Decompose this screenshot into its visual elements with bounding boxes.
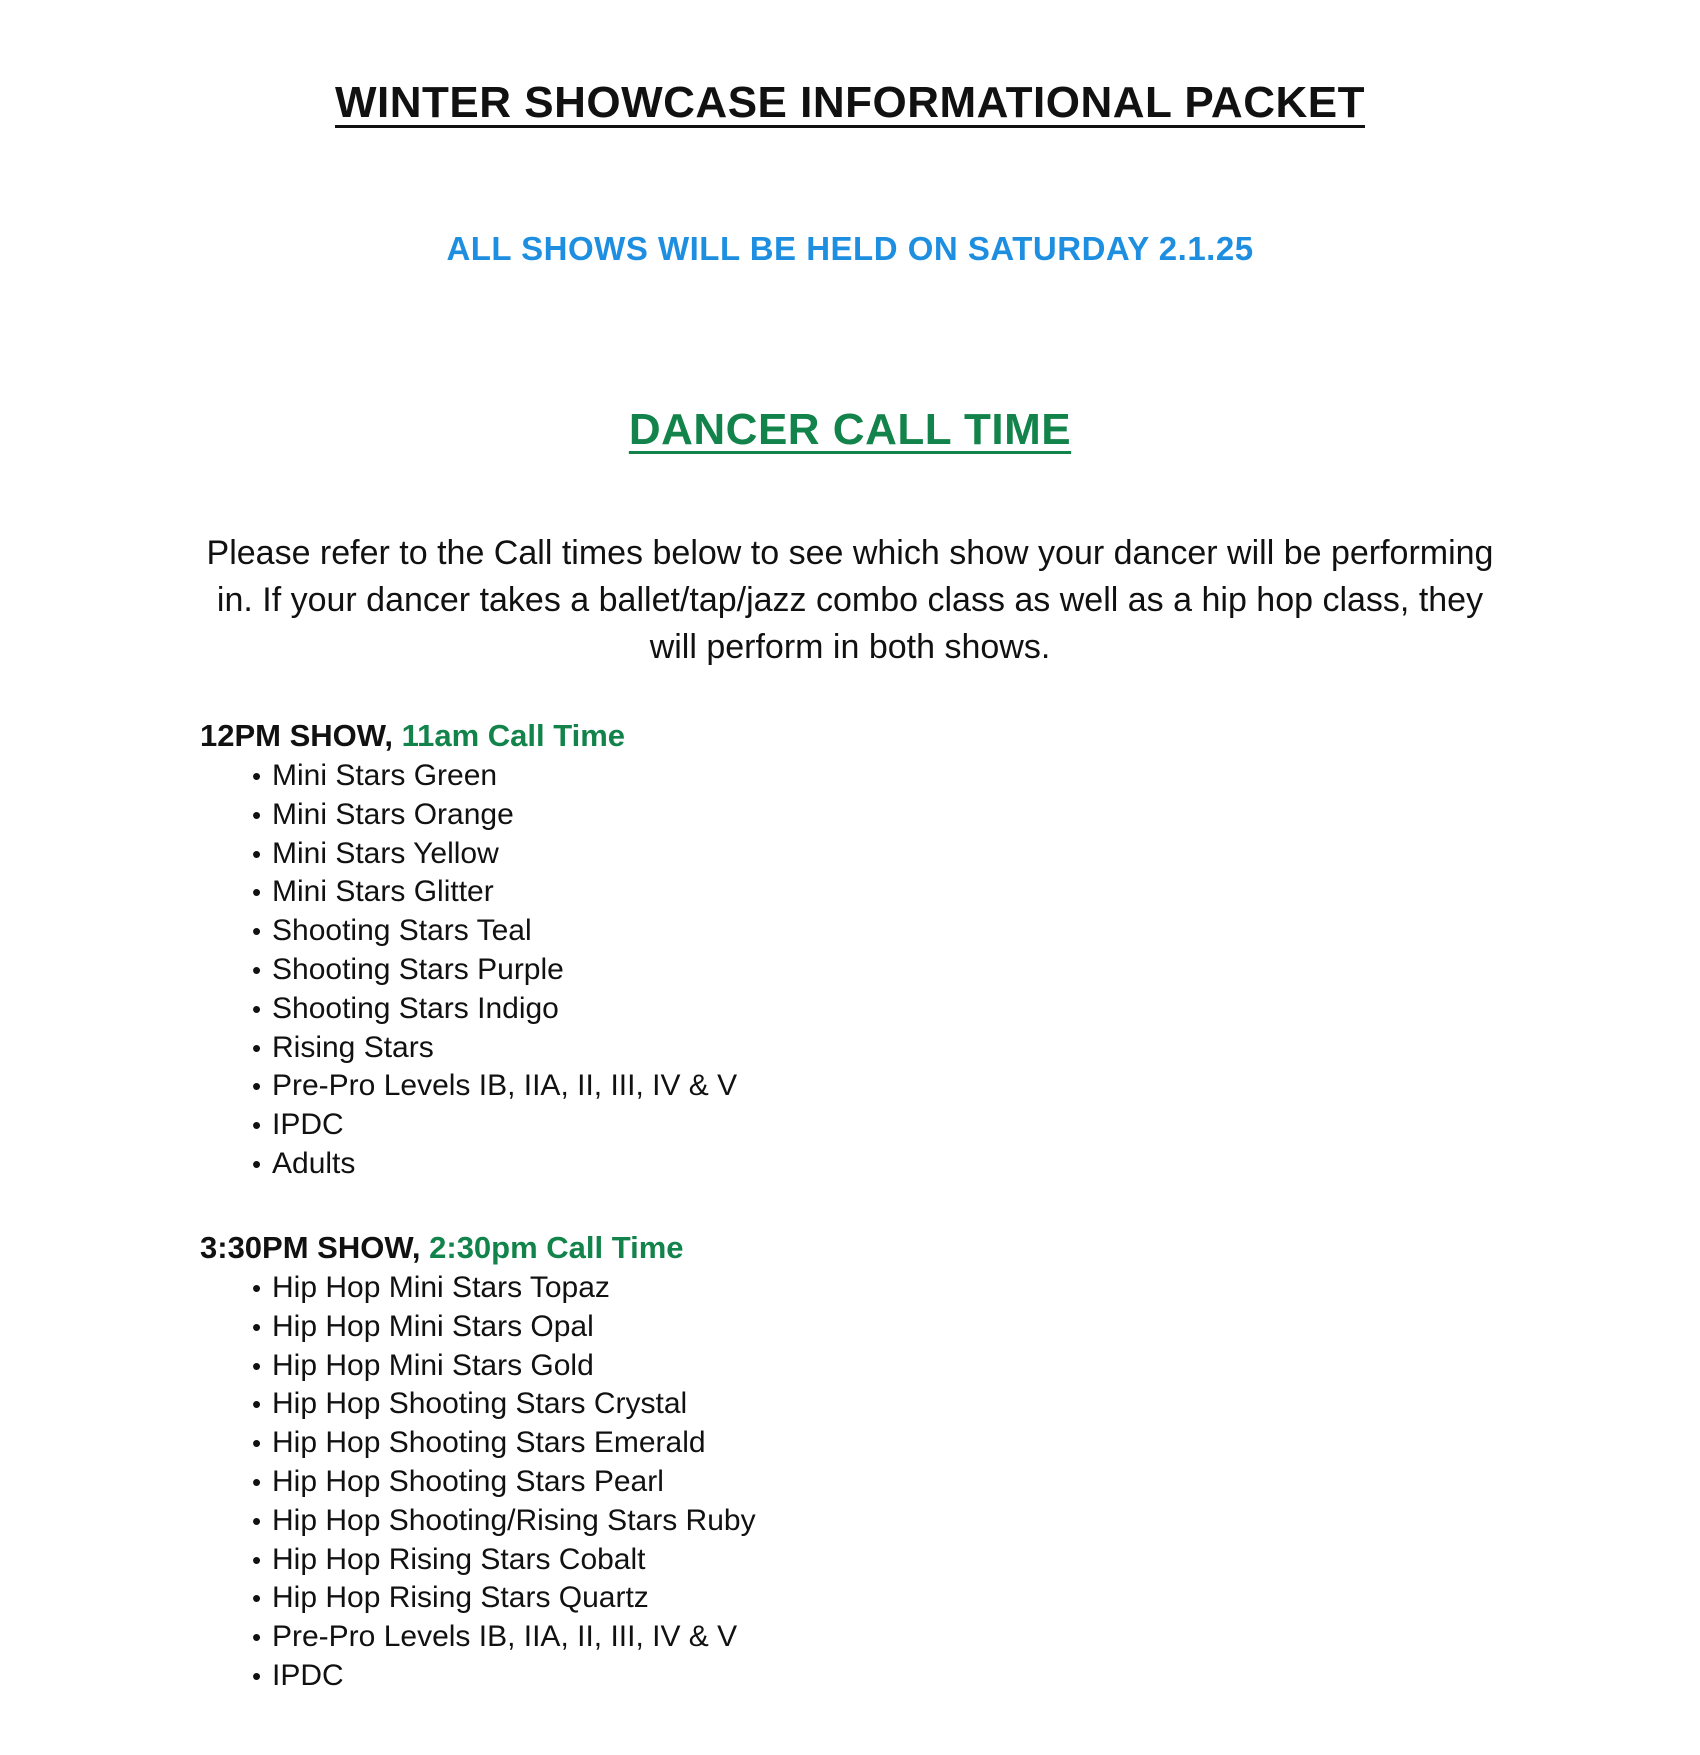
list-item [252, 1347, 1200, 1386]
class-name: Hip Hop Mini Stars Topaz [272, 1271, 610, 1304]
bullet-icon: • [252, 954, 262, 985]
show-heading [200, 715, 1200, 757]
bullet-icon: • [252, 761, 262, 791]
class-name: IPDC [272, 1108, 344, 1142]
list-item [252, 796, 1200, 835]
class-name: Hip Hop Rising Stars Cobalt [272, 1542, 646, 1576]
list-item [252, 951, 1200, 990]
bullet-icon: • [252, 1071, 262, 1102]
bullet-icon: • [252, 1110, 262, 1141]
class-name: Hip Hop Mini Stars Gold [272, 1348, 594, 1382]
class-name: Mini Stars Orange [272, 797, 514, 831]
list-item [252, 912, 1200, 951]
list-item [252, 1385, 1200, 1424]
call-time: 2:30pm Call Time [429, 1230, 684, 1265]
list-item [252, 1463, 1200, 1502]
list-item [252, 873, 1200, 912]
bullet-icon: • [252, 1660, 262, 1691]
class-name: Rising Stars [272, 1030, 434, 1064]
list-item [252, 1308, 1200, 1347]
class-name: Hip Hop Shooting Stars Pearl [272, 1464, 664, 1498]
list-item [252, 1502, 1200, 1541]
intro-paragraph: Please refer to the Call times below to see which show your dancer will be performing in. If your dancer takes a ballet/tap/jazz combo class as well as a hip hop class, they will perform in both shows. [206, 534, 1494, 666]
bullet-icon: • [252, 1389, 262, 1420]
bullet-icon: • [252, 1466, 262, 1497]
class-name: Hip Hop Mini Stars Opal [272, 1309, 594, 1343]
list-item [252, 757, 1200, 796]
bullet-icon: • [252, 1148, 262, 1179]
show-label: 12PM SHOW, [200, 718, 393, 753]
list-item [252, 1106, 1200, 1145]
class-name: Shooting Stars Teal [272, 914, 532, 948]
bullet-icon: • [252, 799, 262, 830]
list-item [252, 1067, 1200, 1106]
class-name: Hip Hop Shooting/Rising Stars Ruby [272, 1503, 756, 1537]
class-name: Mini Stars Yellow [272, 836, 499, 870]
class-list [200, 1269, 1200, 1696]
show-block-12pm [200, 715, 1200, 1184]
bullet-icon: • [252, 838, 262, 869]
list-item [252, 1145, 1200, 1184]
list-item [252, 990, 1200, 1029]
class-list [200, 757, 1200, 1184]
bullet-icon: • [252, 916, 262, 947]
list-item [252, 1618, 1200, 1657]
list-item [252, 1269, 1200, 1308]
class-name: Hip Hop Shooting Stars Crystal [272, 1387, 688, 1421]
bullet-icon: • [252, 1273, 262, 1303]
call-time: 11am Call Time [401, 718, 626, 753]
list-item [252, 1657, 1200, 1696]
list-item [252, 1424, 1200, 1463]
class-name: Shooting Stars Indigo [272, 991, 559, 1025]
date-notice: ALL SHOWS WILL BE HELD ON SATURDAY 2.1.25 [446, 230, 1254, 267]
document-title: WINTER SHOWCASE INFORMATIONAL PACKET [335, 78, 1365, 127]
list-item [252, 1579, 1200, 1618]
class-name: Hip Hop Rising Stars Quartz [272, 1581, 649, 1615]
class-name: Shooting Stars Purple [272, 952, 564, 986]
class-name: Pre-Pro Levels IB, IIA, II, III, IV & V [272, 1620, 738, 1654]
section-heading-dancer-call-time: DANCER CALL TIME [628, 405, 1072, 454]
class-name: Pre-Pro Levels IB, IIA, II, III, IV & V [272, 1069, 738, 1103]
class-name: IPDC [272, 1658, 344, 1692]
bullet-icon: • [252, 1428, 262, 1459]
bullet-icon: • [252, 1544, 262, 1575]
class-name: Adults [272, 1146, 356, 1180]
show-block-330pm [200, 1227, 1200, 1696]
class-name: Hip Hop Shooting Stars Emerald [272, 1426, 706, 1460]
bullet-icon: • [252, 1350, 262, 1381]
list-item [252, 1029, 1200, 1068]
list-item [252, 1541, 1200, 1580]
bullet-icon: • [252, 1032, 262, 1063]
bullet-icon: • [252, 993, 262, 1024]
bullet-icon: • [252, 1311, 262, 1342]
bullet-icon: • [252, 877, 262, 908]
show-heading [200, 1227, 1200, 1269]
class-name: Mini Stars Glitter [272, 875, 494, 909]
bullet-icon: • [252, 1505, 262, 1536]
show-label: 3:30PM SHOW, [200, 1230, 421, 1265]
bullet-icon: • [252, 1622, 262, 1653]
list-item [252, 835, 1200, 874]
class-name: Mini Stars Green [272, 759, 498, 792]
bullet-icon: • [252, 1583, 262, 1614]
